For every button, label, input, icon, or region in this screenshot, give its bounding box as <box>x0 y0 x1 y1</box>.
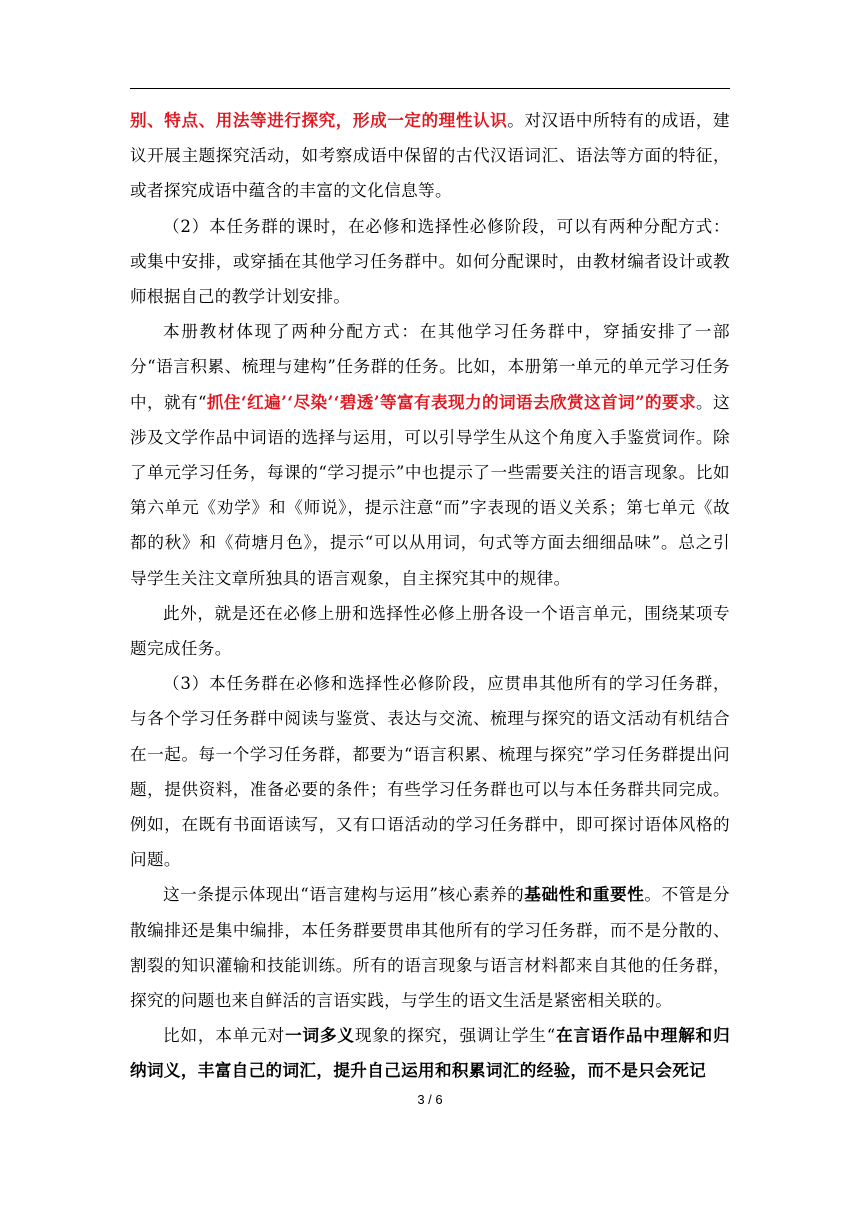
page-number: 3 / 6 <box>417 1092 443 1107</box>
body-text: 。对汉语中所特有的成语，建议开展主题探究活动，如考察成语中保留的古代汉语词汇、语法等方面的特征，或者探究成语中蕴含的丰富的文化信息等。 <box>130 111 730 201</box>
emphasis-bold-text: 在言语作品中理解和归纳词义，丰富自己的词汇，提升自己运用和积累词汇的经验，而不是只会死记 <box>130 1025 731 1081</box>
paragraph <box>130 314 730 596</box>
body-text: 这一条提示体现出“语言建构与运用”核心素养的 <box>163 885 525 905</box>
emphasis-bold-text: 一词多义 <box>285 1025 355 1046</box>
body-text: 。这涉及文学作品中词语的选择与运用，可以引导学生从这个角度入手鉴赏词作。除了单元学习任务，每课的“学习提示”中也提示了一些需要关注的语言现象。比如第六单元《劝学》和《师说》，提示注意“而”字表现的语义关系；第七单元《故都的秋》和《荷塘月色》，提示“可以从用词，句式等方面去细细品味”。总之引导学生关注文章所独具的语言观象，自主探究其中的规律。 <box>130 392 730 588</box>
paragraph <box>130 596 730 666</box>
body-text: （3）本任务群在必修和选择性必修阶段，应贯串其他所有的学习任务群，与各个学习任务群中阅读与鉴赏、表达与交流、梳理与探究的语文活动有机结合在一起。每一个学习任务群，都要为“语言积累、梳理与探究”学习任务群提出问题，提供资料，准备必要的条件；有些学习任务群也可以与本任务群共同完成。例如，在既有书面语读写，又有口语活动的学习任务群中，即可探讨语体风格的问题。 <box>130 674 730 870</box>
emphasis-bold-text: 基础性和重要性 <box>524 884 645 905</box>
paragraph <box>130 877 730 1018</box>
document-body <box>130 103 730 1089</box>
body-text: 此外，就是还在必修上册和选择性必修上册各设一个语言单元，围绕某项专题完成任务。 <box>130 603 730 659</box>
emphasis-red-text: 抓住‘红遍’‘尽染’‘碧透’等富有表现力的词语去欣赏这首词”的要求 <box>206 391 697 412</box>
body-text: 比如，本单元对 <box>163 1026 286 1046</box>
paragraph <box>130 103 730 209</box>
body-text: 。不管是分散编排还是集中编排，本任务群要贯串其他所有的学习任务群，而不是分散的、割裂的知识灌输和技能训练。所有的语言现象与语言材料都来自其他的任务群，探究的问题也来自鲜活的言语实践，与学生的语文生活是紧密相关联的。 <box>130 885 731 1011</box>
paragraph <box>130 1018 730 1088</box>
paragraph <box>130 666 730 877</box>
header-rule <box>130 88 730 89</box>
body-text: 现象的探究，强调让学生“ <box>354 1026 556 1046</box>
body-text: （2）本任务群的课时，在必修和选择性必修阶段，可以有两种分配方式：或集中安排，或穿插在其他学习任务群中。如何分配课时，由教材编者设计或教师根据自己的教学计划安排。 <box>130 216 730 307</box>
body-text: 本册教材体现了两种分配方式：在其他学习任务群中，穿插安排了一部分“语言积累、梳理与建构”任务群的任务。比如，本册第一单元的单元学习任务中，就有“ <box>130 322 730 412</box>
emphasis-red-text: 别、特点、用法等进行探究，形成一定的理性认识 <box>130 110 508 130</box>
paragraph <box>130 209 730 315</box>
